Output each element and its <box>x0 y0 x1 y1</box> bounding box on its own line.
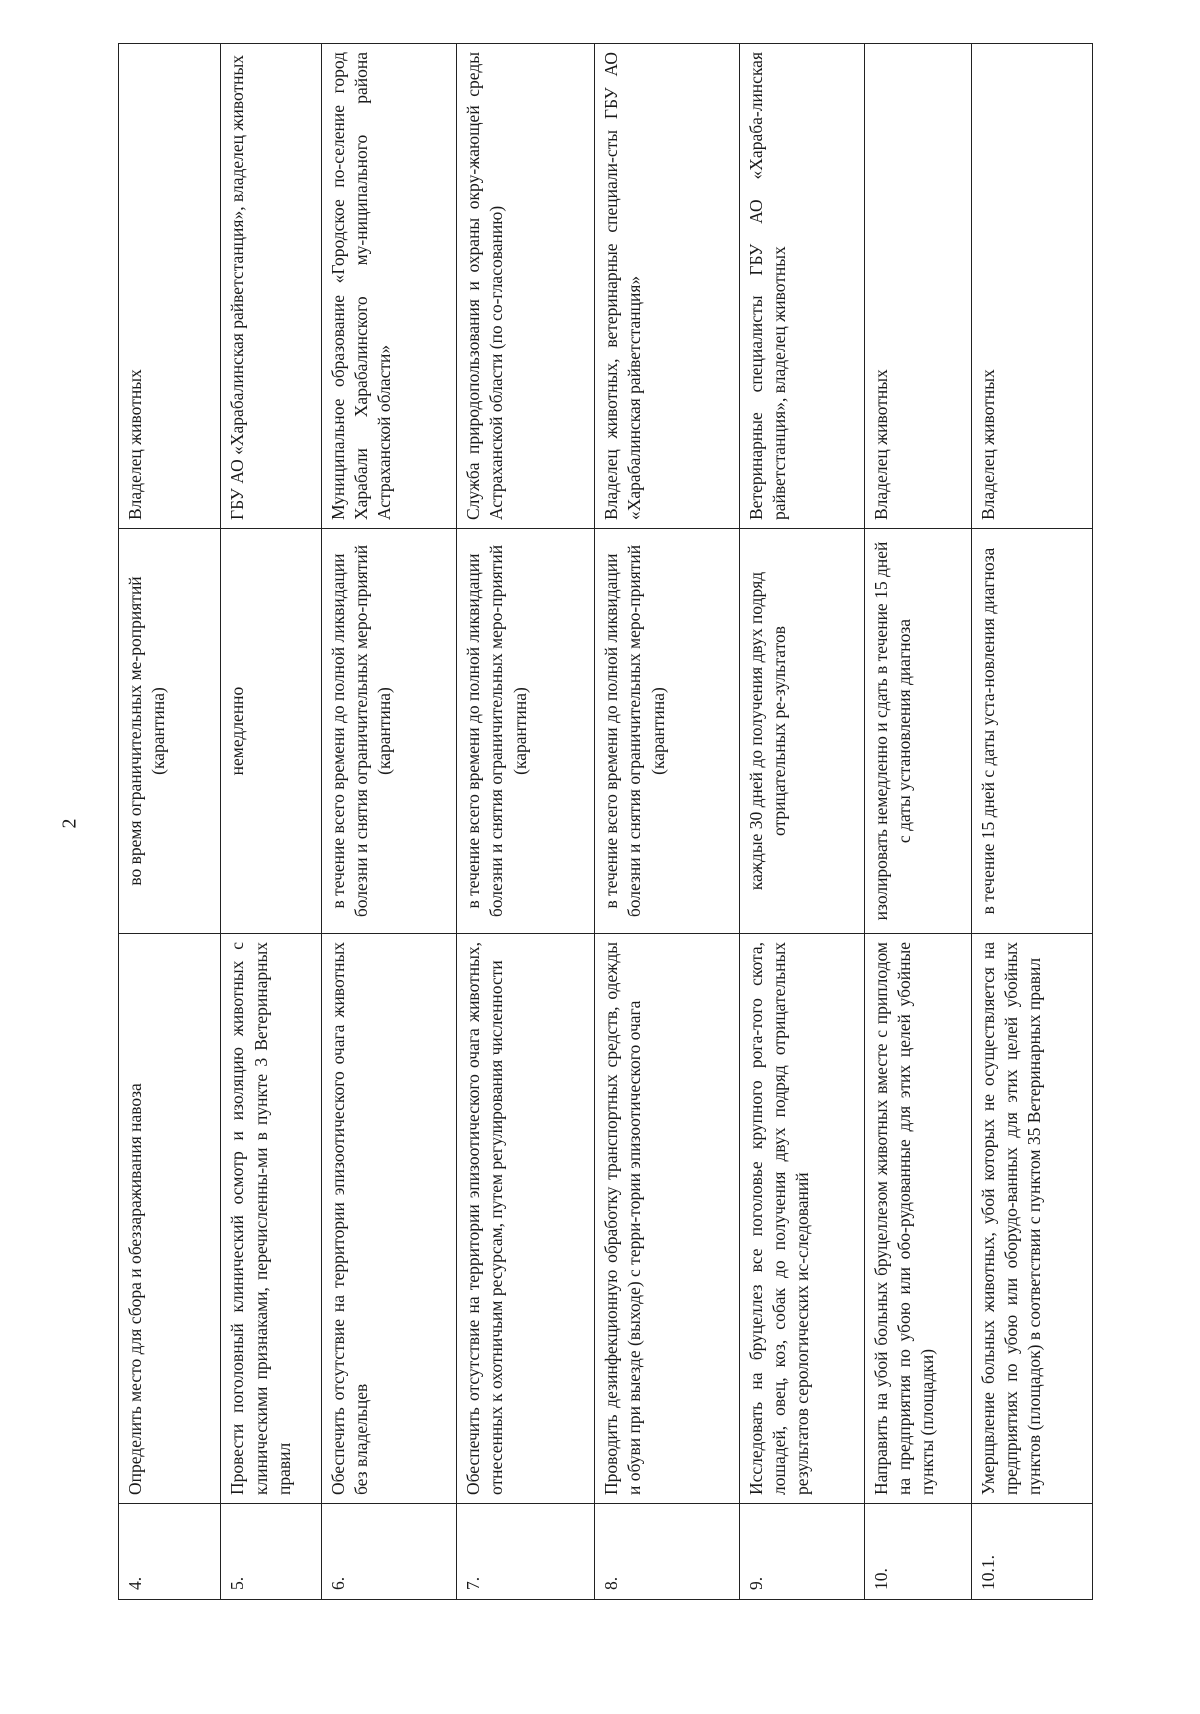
responsible-cell: Муниципальное образование «Городское по-селение город Харабали Харабалинского му-ниципального района Астраханской области» <box>321 44 457 529</box>
page-number: 2 <box>58 818 81 829</box>
measure-cell: Провести поголовный клинический осмотр и изоляцию животных с клиническими признаками, перечисленны-ми в пункте 3 Ветеринарных правил <box>221 934 321 1504</box>
measure-cell: Определить место для сбора и обеззараживания навоза <box>119 934 221 1504</box>
period-cell: в течение 15 дней с даты уста-новления диагноза <box>971 529 1092 934</box>
period-cell: изолировать немедленно и сдать в течение 15 дней с даты установления диагноза <box>864 529 971 934</box>
row-number: 7. <box>457 1504 595 1600</box>
table-row <box>595 44 740 1600</box>
table-row <box>864 44 971 1600</box>
measure-cell: Умерщвление больных животных, убой которых не осуществляется на предприятиях по убою или оборудо-ванных для этих целей убойных пунктов (площадок) в соответствии с пунктом 35 Ветеринарных правил <box>971 934 1092 1504</box>
row-number: 10.1. <box>971 1504 1092 1600</box>
period-cell: во время ограничительных ме-роприятий (карантина) <box>119 529 221 934</box>
period-cell: в течение всего времени до полной ликвидации болезни и снятия ограничительных меро-приятий (карантина) <box>457 529 595 934</box>
rotated-table-container <box>118 44 1093 1600</box>
row-number: 4. <box>119 1504 221 1600</box>
row-number: 6. <box>321 1504 457 1600</box>
responsible-cell: Владелец животных <box>971 44 1092 529</box>
responsible-cell: Владелец животных <box>119 44 221 529</box>
measure-cell: Направить на убой больных бруцеллезом животных вместе с приплодом на предприятия по убою или обо-рудованные для этих целей убойные пункты (площадки) <box>864 934 971 1504</box>
measure-cell: Обеспечить отсутствие на территории эпизоотического очага животных без владельцев <box>321 934 457 1504</box>
responsible-cell: Служба природопользования и охраны окру-жающей среды Астраханской области (по со-гласованию) <box>457 44 595 529</box>
measure-cell: Обеспечить отсутствие на территории эпизоотического очага животных, отнесенных к охотничьим ресурсам, путем регулирования численности <box>457 934 595 1504</box>
period-cell: немедленно <box>221 529 321 934</box>
table-row <box>740 44 865 1600</box>
table-row <box>119 44 221 1600</box>
row-number: 8. <box>595 1504 740 1600</box>
period-cell: в течение всего времени до полной ликвидации болезни и снятия ограничительных меро-приятий (карантина) <box>595 529 740 934</box>
responsible-cell: Владелец животных <box>864 44 971 529</box>
row-number: 10. <box>864 1504 971 1600</box>
responsible-cell: ГБУ АО «Харабалинская райветстанция», владелец животных <box>221 44 321 529</box>
measure-cell: Проводить дезинфекционную обработку транспортных средств, одежды и обуви при выезде (выходе) с терри-тории эпизоотического очага <box>595 934 740 1504</box>
row-number: 5. <box>221 1504 321 1600</box>
table-row <box>221 44 321 1600</box>
table-row <box>457 44 595 1600</box>
table-row <box>321 44 457 1600</box>
table-row <box>971 44 1092 1600</box>
responsible-cell: Ветеринарные специалисты ГБУ АО «Хараба-линская райветстанция», владелец животных <box>740 44 865 529</box>
period-cell: каждые 30 дней до получения двух подряд отрицательных ре-зультатов <box>740 529 865 934</box>
responsible-cell: Владелец животных, ветеринарные специали-сты ГБУ АО «Харабалинская райветстанция» <box>595 44 740 529</box>
measure-cell: Исследовать на бруцеллез все поголовье крупного рога-того скота, лошадей, овец, коз, собак до получения двух подряд отрицательных результатов серологических ис-следований <box>740 934 865 1504</box>
row-number: 9. <box>740 1504 865 1600</box>
period-cell: в течение всего времени до полной ликвидации болезни и снятия ограничительных меро-приятий (карантина) <box>321 529 457 934</box>
measures-table <box>118 43 1093 1600</box>
